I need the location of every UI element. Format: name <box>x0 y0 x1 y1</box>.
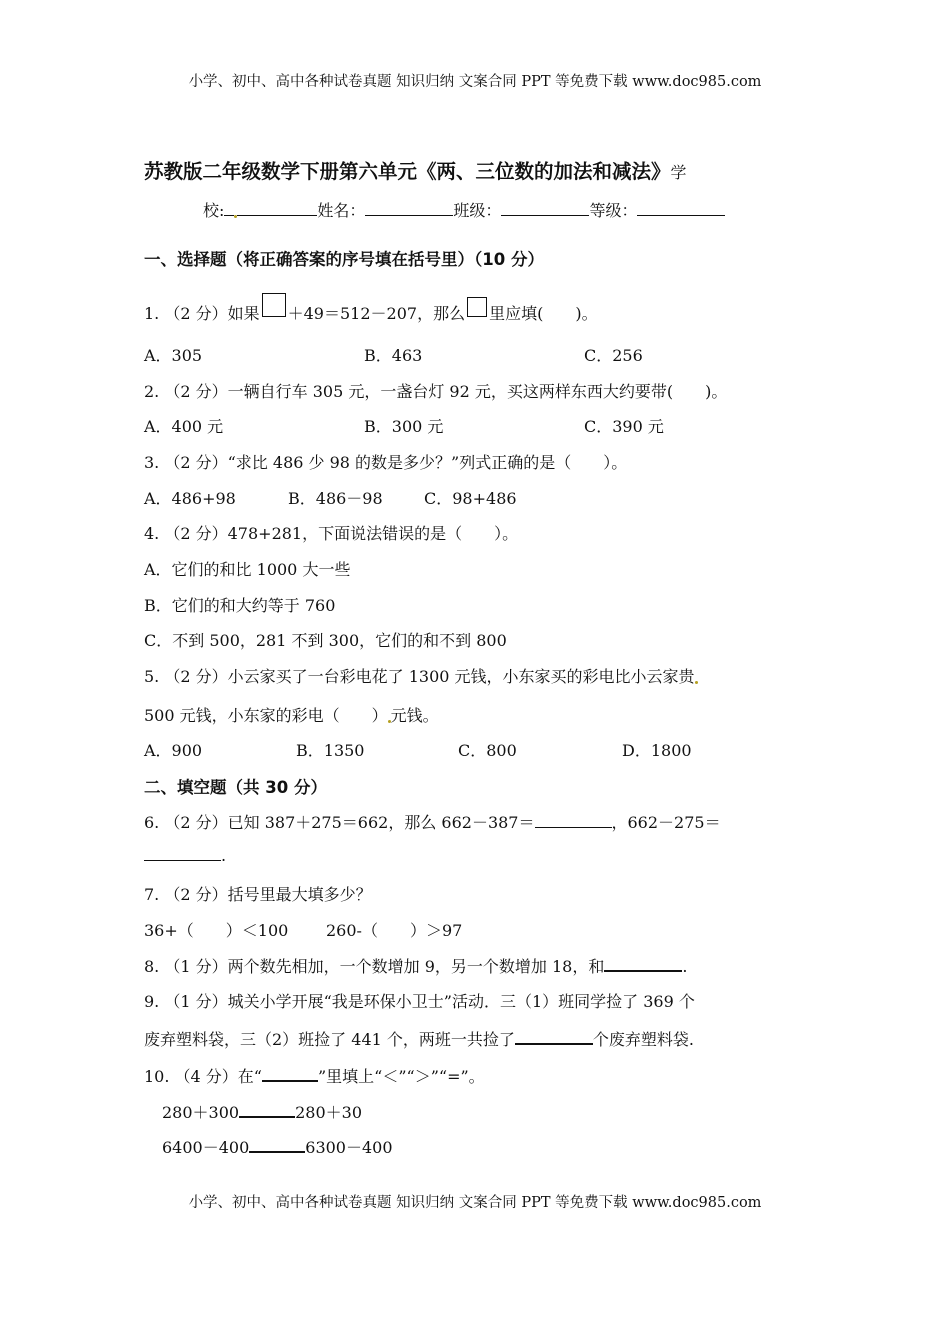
q2-option-b: B．300 元 <box>364 417 444 436</box>
q1-option-c: C．256 <box>584 346 643 365</box>
answer-blank[interactable] <box>604 956 682 972</box>
page-header: 小学、初中、高中各种试卷真题 知识归纳 文案合同 PPT 等免费下载 www.doc985.com <box>188 74 762 90</box>
student-info-line: 校: 姓名： 班级： 等级： <box>203 198 725 221</box>
page-footer: 小学、初中、高中各种试卷真题 知识归纳 文案合同 PPT 等免费下载 www.doc985.com <box>188 1195 762 1211</box>
q5-option-c: C．800 <box>458 741 517 760</box>
q3-option-b: B．486－98 <box>288 489 383 508</box>
answer-blank[interactable] <box>239 1102 295 1118</box>
q4-option-c: C．不到 500，281 不到 300，它们的和不到 800 <box>144 631 507 650</box>
q7-expression-a: 36+（ ）＜100 <box>144 921 289 940</box>
question-5-line-1: 5. （2 分）小云家买了一台彩电花了 1300 元钱，小东家买的彩电比小云家贵 <box>144 664 698 687</box>
q4-option-a: A．它们的和比 1000 大一些 <box>144 560 351 579</box>
page-title: 苏教版二年级数学下册第六单元《两、三位数的加法和减法》学 <box>144 160 687 183</box>
answer-blank[interactable] <box>144 846 221 861</box>
section-title-fill: 二、填空题（共 30 分） <box>144 778 327 797</box>
answer-blank[interactable] <box>535 813 612 828</box>
question-2: 2. （2 分）一辆自行车 305 元，一盏台灯 92 元，买这两样东西大约要带( )。 <box>144 382 728 401</box>
question-9-line-2: 废弃塑料袋，三（2）班捡了 441 个，两班一共捡了 个废弃塑料袋. <box>144 1030 694 1049</box>
question-8: 8. （1 分）两个数先相加，一个数增加 9，另一个数增加 18，和 . <box>144 957 688 976</box>
q1-option-a: A．305 <box>144 346 203 365</box>
question-7: 7. （2 分）括号里最大填多少？ <box>144 885 372 904</box>
q3-option-c: C．98+486 <box>424 489 517 508</box>
q1-option-b: B．463 <box>364 346 423 365</box>
section-title-choice: 一、选择题（将正确答案的序号填在括号里）（10 分） <box>144 250 544 269</box>
blank-box[interactable] <box>262 293 286 317</box>
q10-comparison-1: 280＋300 280＋30 <box>162 1103 362 1122</box>
question-6: 6. （2 分）已知 387＋275＝662，那么 662－387＝ ，662－275＝ <box>144 813 721 832</box>
question-5-line-2: 500 元钱，小东家的彩电（ ） 元钱。 <box>144 706 439 725</box>
q4-option-b: B．它们的和大约等于 760 <box>144 596 336 615</box>
q5-option-a: A．900 <box>144 741 203 760</box>
blank-box[interactable] <box>467 297 487 317</box>
question-4: 4. （2 分）478+281，下面说法错误的是（ ）。 <box>144 524 519 543</box>
question-1: 1. （2 分）如果 ＋49＝512－207，那么 里应填( )。 <box>144 293 598 324</box>
question-9-line-1: 9. （1 分）城关小学开展“我是环保小卫士”活动．三（1）班同学捡了 369 个 <box>144 992 695 1011</box>
q5-option-b: B．1350 <box>296 741 365 760</box>
answer-blank[interactable] <box>249 1137 305 1153</box>
question-10: 10. （4 分）在“ ”里填上“＜”“＞”“=”。 <box>144 1067 485 1086</box>
q2-option-c: C．390 元 <box>584 417 664 436</box>
q2-option-a: A．400 元 <box>144 417 224 436</box>
q10-comparison-2: 6400－400 6300－400 <box>162 1138 393 1157</box>
question-3: 3. （2 分）“求比 486 少 98 的数是多少？”列式正确的是（ ）。 <box>144 453 628 472</box>
q5-option-d: D．1800 <box>622 741 692 760</box>
question-6-line-2: . <box>144 846 226 865</box>
q7-expression-b: 260-（ ）＞97 <box>326 921 463 940</box>
answer-blank[interactable] <box>515 1029 593 1045</box>
q3-option-a: A．486+98 <box>144 489 236 508</box>
